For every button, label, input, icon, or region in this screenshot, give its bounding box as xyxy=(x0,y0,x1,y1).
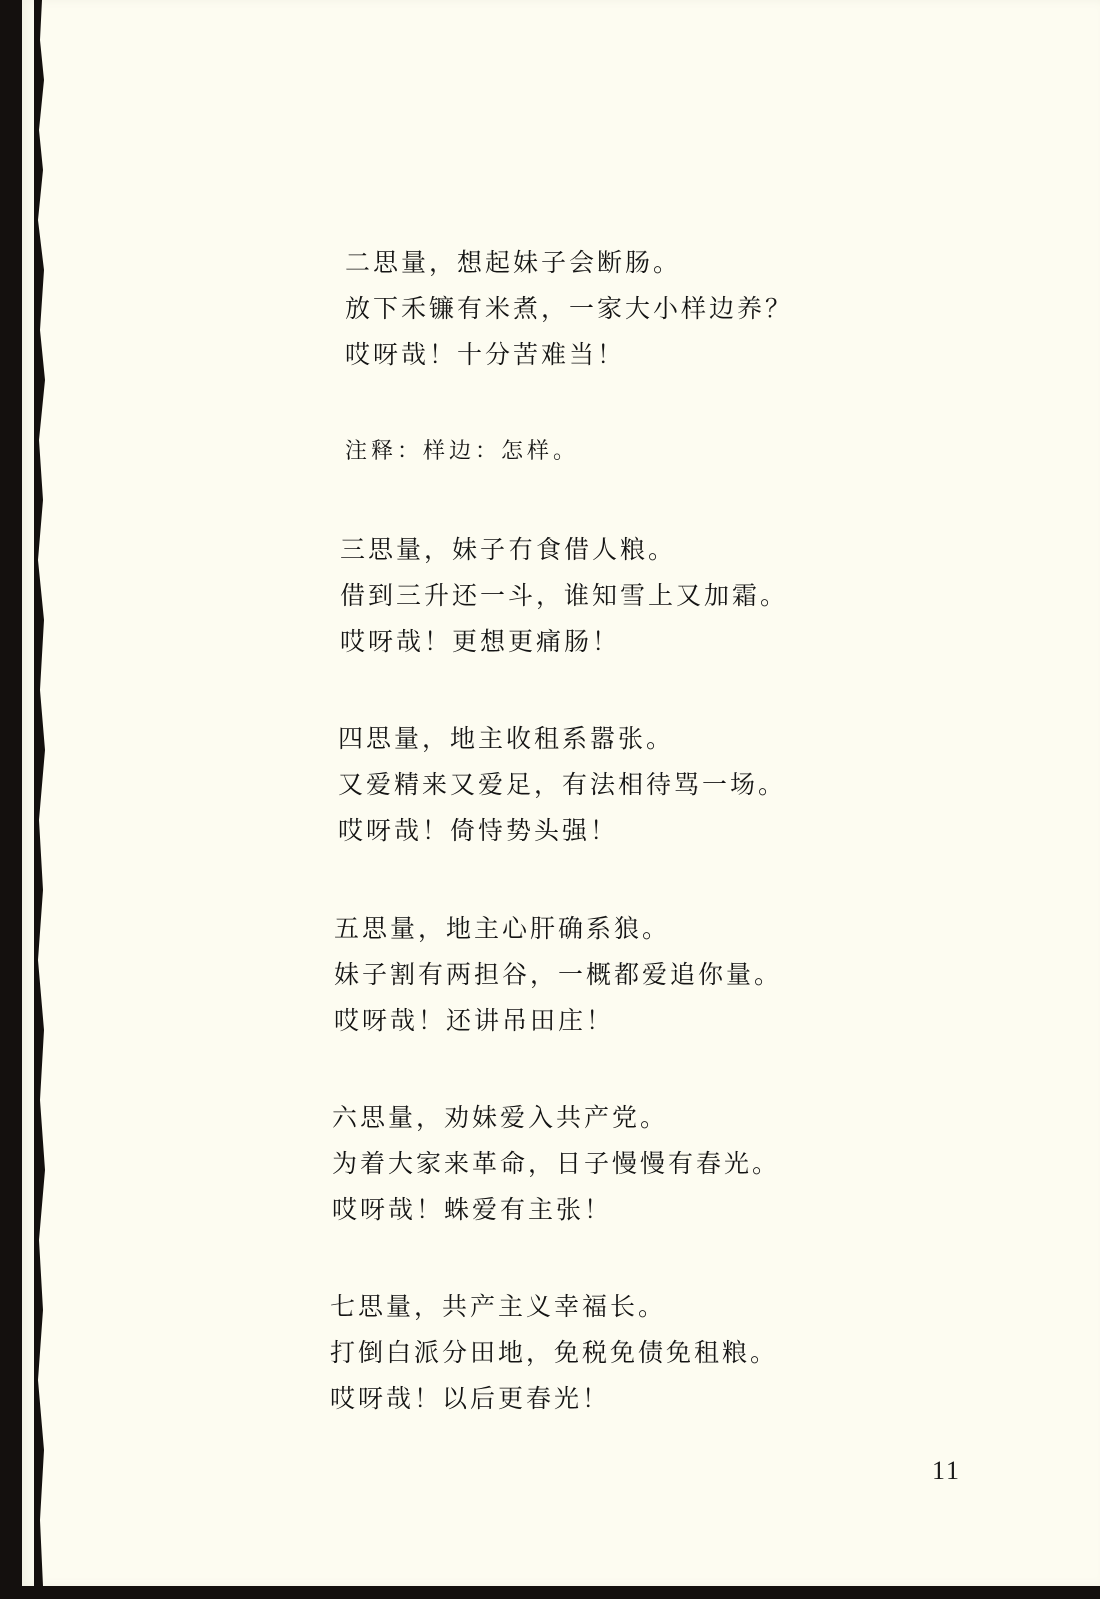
stanza-3 xyxy=(340,527,788,665)
stanza-2 xyxy=(345,240,793,378)
stanza-line: 哎呀哉！倚恃势头强！ xyxy=(338,816,619,845)
stanza-line: 七思量，共产主义幸福长。 xyxy=(330,1292,667,1321)
stanza-line: 六思量，劝妹爱入共产党。 xyxy=(332,1103,669,1132)
stanza-line: 又爱精来又爱足，有法相待骂一场。 xyxy=(338,770,787,799)
stanza-line: 五思量，地主心肝确系狼。 xyxy=(334,914,671,943)
annotation-note xyxy=(345,429,579,475)
stanza-line: 借到三升还一斗，谁知雪上又加霜。 xyxy=(340,581,789,610)
stanza-7 xyxy=(330,1284,778,1422)
stanza-line: 三思量，妹子冇食借人粮。 xyxy=(340,535,677,564)
stanza-line: 哎呀哉！十分苦难当！ xyxy=(345,340,626,369)
stanza-line: 妹子割有两担谷，一概都爱追你量。 xyxy=(334,960,783,989)
document-page xyxy=(22,0,1100,1586)
stanza-line: 四思量，地主收租系嚣张。 xyxy=(338,724,675,753)
stanza-line: 二思量，想起妹子会断肠。 xyxy=(345,248,682,277)
note-text: 注释：样边：怎样。 xyxy=(345,439,580,464)
stanza-5 xyxy=(334,906,782,1044)
stanza-line: 哎呀哉！蛛爱有主张！ xyxy=(332,1195,613,1224)
stanza-line: 放下禾镰有米煮，一家大小样边养？ xyxy=(345,294,794,323)
stanza-line: 为着大家来革命，日子慢慢有春光。 xyxy=(332,1149,781,1178)
page-content xyxy=(22,0,1100,1586)
stanza-line: 哎呀哉！还讲吊田庄！ xyxy=(334,1006,615,1035)
stanza-6 xyxy=(332,1095,780,1233)
page-number: 11 xyxy=(932,1456,962,1485)
stanza-line: 哎呀哉！更想更痛肠！ xyxy=(340,627,621,656)
stanza-4 xyxy=(338,716,786,854)
stanza-line: 打倒白派分田地，免税免债免租粮。 xyxy=(330,1338,779,1367)
stanza-line: 哎呀哉！以后更春光！ xyxy=(330,1384,611,1413)
